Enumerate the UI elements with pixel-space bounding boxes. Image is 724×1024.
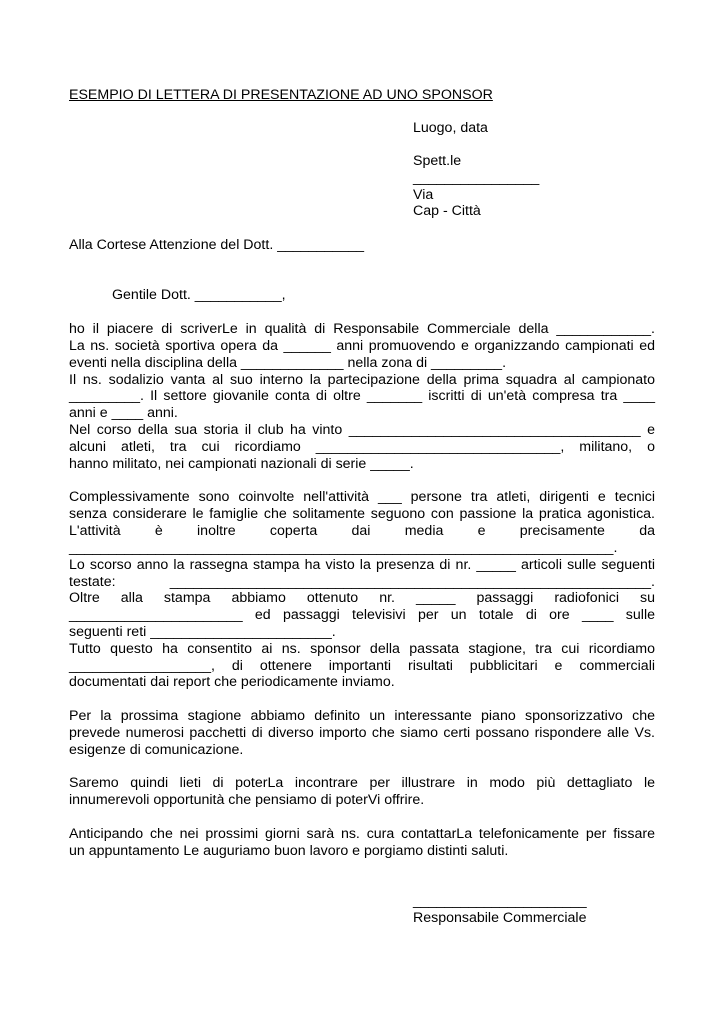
paragraph-1-line-5: _________. Il settore giovanile conta di oltre _______ iscritti di un'età compresa tra ____ bbox=[69, 388, 655, 404]
attention-line: Alla Cortese Attenzione del Dott. ___________ bbox=[69, 237, 364, 253]
paragraph-2-line-11: __________________, di ottenere importanti risultati pubblicitari e commerciali bbox=[69, 658, 655, 674]
paragraph-1-line-1: ho il piacere di scriverLe in qualità di Responsabile Commerciale della ____________. bbox=[69, 321, 655, 337]
recipient-blank: ________________ bbox=[413, 170, 540, 186]
paragraph-1-line-6: anni e ____ anni. bbox=[69, 405, 178, 421]
paragraph-1-line-9: hanno militato, nei campionati nazionali di serie _____. bbox=[69, 456, 414, 472]
paragraph-2-line-6: testate: _____________________________________________________________. bbox=[69, 574, 655, 590]
paragraph-2-line-9: seguenti reti _______________________. bbox=[69, 624, 336, 640]
paragraph-2-line-1: Complessivamente sono coinvolte nell'attività ___ persone tra atleti, dirigenti e tecnici bbox=[69, 489, 655, 505]
paragraph-3-line-1: Per la prossima stagione abbiamo definito un interessante piano sponsorizzativo che bbox=[69, 708, 655, 724]
paragraph-1-line-3: eventi nella disciplina della _____________ nella zona di _________. bbox=[69, 355, 507, 371]
paragraph-2-line-3: L'attività è inoltre coperta dai media e precisamente da bbox=[69, 523, 655, 539]
paragraph-2-line-5: Lo scorso anno la rassegna stampa ha visto la presenza di nr. _____ articoli sulle seguenti bbox=[69, 557, 655, 573]
paragraph-5-line-2: un appuntamento Le auguriamo buon lavoro e porgiamo distinti saluti. bbox=[69, 843, 509, 859]
paragraph-2-line-7: Oltre alla stampa abbiamo ottenuto nr. _____ passaggi radiofonici su bbox=[69, 590, 655, 606]
place-date: Luogo, data bbox=[413, 120, 488, 136]
signature-line: ______________________ bbox=[413, 893, 587, 909]
paragraph-2-line-8: ______________________ ed passaggi televisivi per un totale di ore ____ sulle bbox=[69, 607, 655, 623]
paragraph-4-line-1: Saremo quindi lieti di poterLa incontrare per illustrare in modo più dettagliato le bbox=[69, 775, 655, 791]
paragraph-1-line-7: Nel corso della sua storia il club ha vinto _____________________________________ e bbox=[69, 422, 655, 438]
recipient-spett: Spett.le bbox=[413, 153, 462, 169]
paragraph-2-line-4: _____________________________________________________________________. bbox=[69, 540, 618, 556]
paragraph-2-line-12: documentati dai report che periodicamente inviamo. bbox=[69, 674, 395, 690]
paragraph-2-line-2: senza considerare le famiglie che solitamente seguono con passione la pratica agonistica. bbox=[69, 506, 655, 522]
paragraph-3-line-3: esigenze di comunicazione. bbox=[69, 742, 244, 758]
paragraph-3-line-2: prevede numerosi pacchetti di diverso importo che siamo certi possano rispondere alle Vs. bbox=[69, 725, 655, 741]
paragraph-1-line-2: La ns. società sportiva opera da ______ anni promuovendo e organizzando campionati ed bbox=[69, 338, 655, 354]
paragraph-2-line-10: Tutto questo ha consentito ai ns. sponsor della passata stagione, tra cui ricordiamo bbox=[69, 641, 655, 657]
letter-title: ESEMPIO DI LETTERA DI PRESENTAZIONE AD UNO SPONSOR bbox=[69, 87, 493, 103]
paragraph-4-line-2: innumerevoli opportunità che pensiamo di poterVi offrire. bbox=[69, 792, 425, 808]
recipient-city: Cap - Città bbox=[413, 203, 481, 219]
greeting-line: Gentile Dott. ___________, bbox=[112, 287, 286, 303]
paragraph-1-line-8: alcuni atleti, tra cui ricordiamo _______________________________, militano, o bbox=[69, 439, 655, 455]
paragraph-5-line-1: Anticipando che nei prossimi giorni sarà ns. cura contattarLa telefonicamente per fissare bbox=[69, 826, 655, 842]
paragraph-1-line-4: Il ns. sodalizio vanta al suo interno la partecipazione della prima squadra al campionato bbox=[69, 372, 655, 388]
recipient-street: Via bbox=[413, 187, 434, 203]
signature-label: Responsabile Commerciale bbox=[413, 910, 587, 926]
